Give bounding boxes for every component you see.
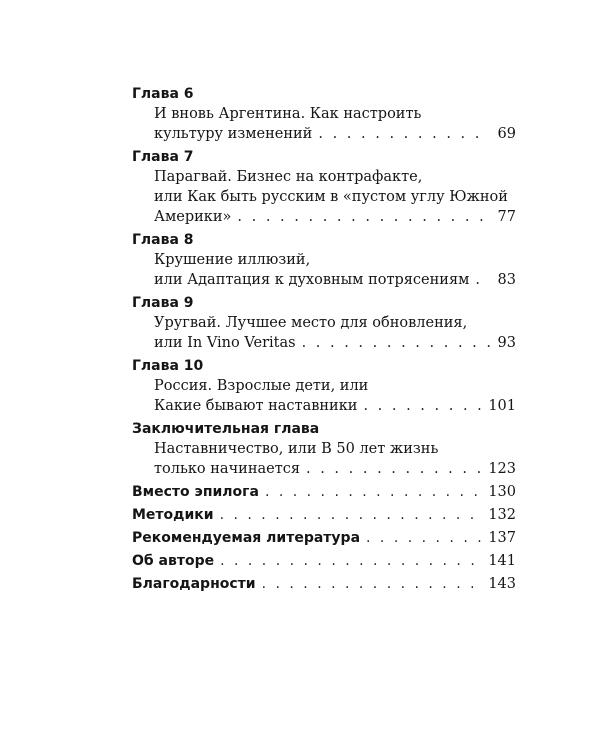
page-number: 77 <box>497 209 516 225</box>
toc-entry[interactable] <box>132 459 516 479</box>
dot-leader <box>318 124 490 144</box>
chapter-subtitle-line: Парагвай. Бизнес на контрафакте, <box>154 169 423 185</box>
toc-section-literature[interactable] <box>132 528 516 548</box>
chapter-title: Глава 8 <box>132 232 194 248</box>
dot-leader <box>220 551 484 571</box>
chapter-title: Глава 10 <box>132 358 204 374</box>
entry-text: Америки» <box>154 209 232 225</box>
entry-text: только начинается <box>154 461 300 477</box>
chapter-subtitle-line: Крушение иллюзий, <box>154 252 311 268</box>
dot-leader <box>302 333 490 353</box>
page-number: 69 <box>497 126 516 142</box>
chapter-title: Глава 7 <box>132 149 194 165</box>
table-of-contents <box>132 84 516 594</box>
entry-text: или In Vino Veritas <box>154 335 296 351</box>
dot-leader <box>366 528 484 548</box>
section-title: Вместо эпилога <box>132 484 259 500</box>
toc-section-acknowledgements[interactable] <box>132 574 516 594</box>
chapter-subtitle-line: Уругвай. Лучшее место для обновления, <box>154 315 468 331</box>
dot-leader <box>475 270 490 290</box>
chapter-subtitle-line: И вновь Аргентина. Как настроить <box>154 106 422 122</box>
toc-entry[interactable] <box>132 207 516 227</box>
toc-entry[interactable] <box>132 124 516 144</box>
chapter-subtitle-line: Россия. Взрослые дети, или <box>154 378 369 394</box>
chapter-subtitle-line: или Как быть русским в «пустом углу Южной <box>154 189 508 205</box>
page-number: 143 <box>488 576 516 592</box>
chapter-title: Заключительная глава <box>132 421 320 437</box>
section-title: Благодарности <box>132 576 256 592</box>
chapter-title: Глава 6 <box>132 86 194 102</box>
toc-entry[interactable] <box>132 333 516 353</box>
dot-leader <box>363 396 484 416</box>
chapter-subtitle-line: Наставничество, или В 50 лет жизнь <box>154 441 439 457</box>
page-number: 93 <box>497 335 516 351</box>
section-title: Рекомендуемая литература <box>132 530 361 546</box>
toc-section-about-author[interactable] <box>132 551 516 571</box>
page-number: 83 <box>497 272 516 288</box>
section-title: Методики <box>132 507 214 523</box>
dot-leader <box>306 459 484 479</box>
page-number: 137 <box>488 530 516 546</box>
entry-text: Какие бывают наставники <box>154 398 358 414</box>
toc-entry[interactable] <box>132 270 516 290</box>
dot-leader <box>220 505 485 525</box>
page-number: 141 <box>488 553 516 569</box>
section-title: Об авторе <box>132 553 215 569</box>
chapter-title: Глава 9 <box>132 295 194 311</box>
page-number: 130 <box>488 484 516 500</box>
toc-section-epilogue[interactable] <box>132 482 516 502</box>
entry-text: культуру изменений <box>154 126 313 142</box>
dot-leader <box>265 482 484 502</box>
toc-section-methods[interactable] <box>132 505 516 525</box>
dot-leader <box>237 207 490 227</box>
page-number: 101 <box>488 398 516 414</box>
toc-entry[interactable] <box>132 396 516 416</box>
entry-text: или Адаптация к духовным потрясениям <box>154 272 470 288</box>
dot-leader <box>262 574 485 594</box>
page-number: 132 <box>488 507 516 523</box>
page-number: 123 <box>488 461 516 477</box>
